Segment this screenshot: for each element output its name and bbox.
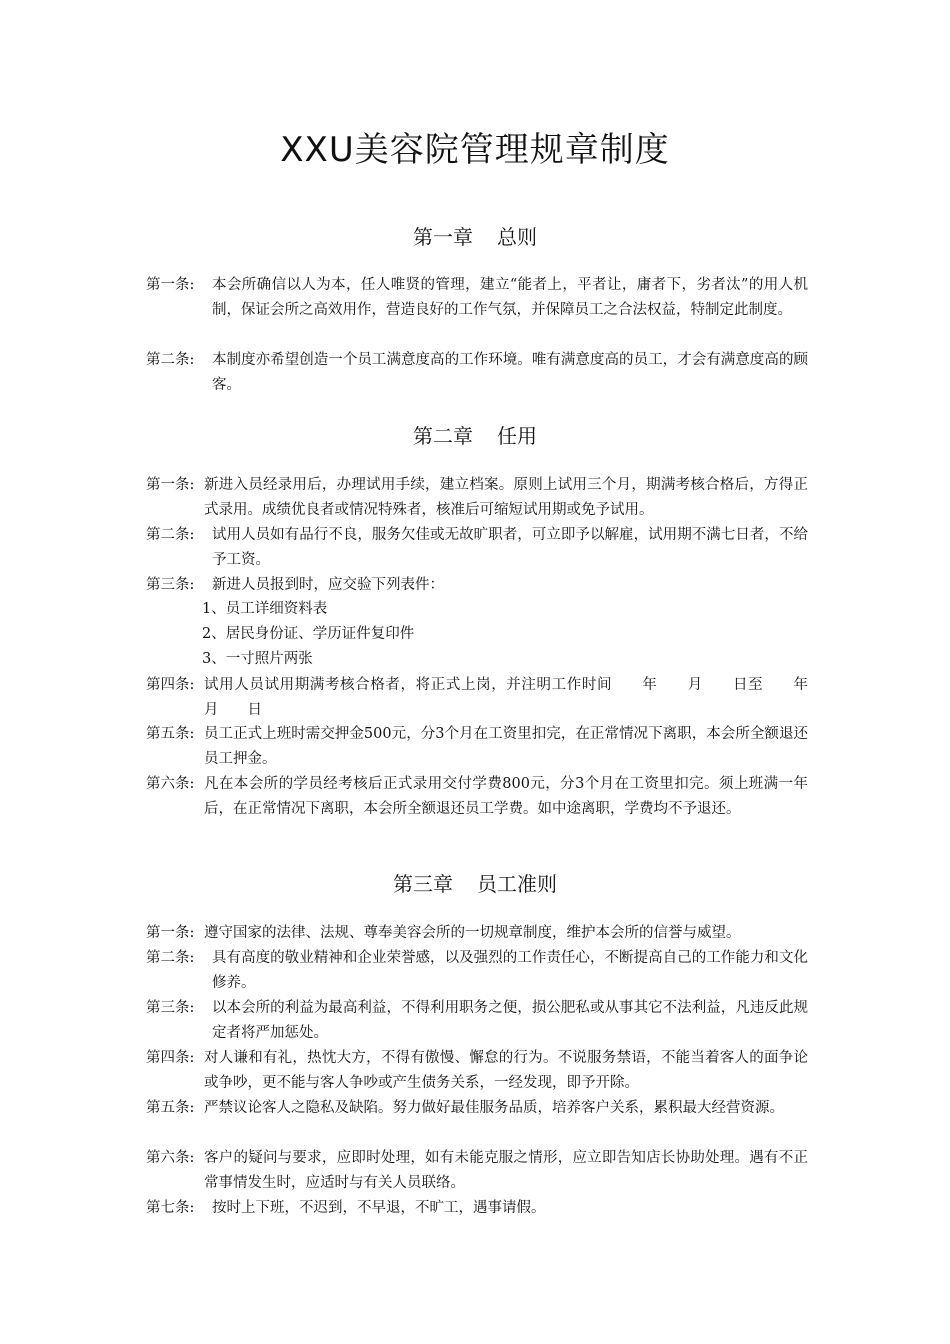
article-label: 第五条: [146, 726, 195, 742]
article [146, 348, 808, 398]
article-text: 遵守国家的法律、法规、尊奉美容会所的一切规章制度，维护本会所的信誉与威望。 [204, 925, 741, 941]
article-label: 第六条: [146, 1150, 195, 1166]
article [146, 473, 808, 523]
article [146, 996, 808, 1046]
article-label: 第五条: [146, 1100, 195, 1116]
article [146, 1096, 808, 1121]
article-text: 按时上下班，不迟到，不早退，不旷工，遇事请假。 [212, 1200, 546, 1216]
article-text: 具有高度的敬业精神和企业荣誉感，以及强烈的工作责任心，不断提高自己的工作能力和文化修养。 [212, 950, 808, 991]
article [146, 946, 808, 996]
article-text: 对人谦和有礼，热忱大方，不得有傲慢、懈怠的行为。不说服务禁语，不能当着客人的面争论或争吵，更不能与客人争吵或产生债务关系，一经发现，即予开除。 [204, 1050, 808, 1091]
list-item: 3、一寸照片两张 [202, 651, 313, 667]
article-text: 凡在本会所的学员经考核后正式录用交付学费800元，分3个月在工资里扣完。须上班满一年后，在正常情况下离职，本会所全额退还员工学费。如中途离职，学费均不予退还。 [204, 776, 808, 817]
article [146, 573, 808, 598]
article [146, 273, 808, 323]
article-label: 第一条: [146, 277, 195, 293]
article [146, 722, 808, 772]
article-label: 第四条: [146, 1050, 195, 1066]
article-label: 第二条: [146, 950, 195, 966]
article [146, 1196, 808, 1221]
chapter-heading [0, 422, 950, 450]
article [146, 1046, 808, 1096]
article-label: 第七条: [146, 1200, 195, 1216]
article-label: 第一条: [146, 477, 195, 493]
chapter-heading [0, 870, 950, 898]
article-label: 第四条: [146, 677, 195, 693]
article-label: 第二条: [146, 352, 195, 368]
article-label: 第三条: [146, 1000, 195, 1016]
chapter-number: 第三章 [393, 872, 453, 896]
article-label: 第二条: [146, 527, 195, 543]
article-text: 员工正式上班时需交押金500元，分3个月在工资里扣完，在正常情况下离职，本会所全额退还员工押金。 [204, 726, 808, 767]
article [146, 523, 808, 573]
list-item: 2、居民身份证、学历证件复印件 [202, 626, 415, 642]
list-item: 1、员工详细资料表 [202, 601, 328, 617]
article-label: 第六条: [146, 776, 195, 792]
article-text: 以本会所的利益为最高利益，不得利用职务之便，损公肥私或从事其它不法利益，凡违反此规定者将严加惩处。 [212, 1000, 808, 1041]
chapter-name: 任用 [497, 424, 537, 448]
article-text: 试用人员试用期满考核合格者，将正式上岗，并注明工作时间 年 月 日至 年 月 日 [204, 677, 837, 718]
article-label: 第三条: [146, 577, 195, 593]
article [146, 673, 837, 723]
article [146, 1146, 808, 1196]
article-text: 新进人员报到时，应交验下列表件： [212, 577, 444, 593]
chapter-heading [0, 223, 950, 251]
chapter-name: 总则 [497, 225, 537, 249]
document-title: XXU美容院管理规章制度 [280, 130, 670, 170]
article-text: 客户的疑问与要求，应即时处理，如有未能克服之情形，应立即告知店长协助处理。遇有不正常事情发生时，应适时与有关人员联络。 [204, 1150, 808, 1191]
article-text: 新进入员经录用后，办理试用手续，建立档案。原则上试用三个月，期满考核合格后，方得正式录用。成绩优良者或情况特殊者，核准后可缩短试用期或免予试用。 [204, 477, 808, 518]
chapter-number: 第一章 [413, 225, 473, 249]
article-text: 严禁议论客人之隐私及缺陷。努力做好最佳服务品质，培养客户关系，累积最大经营资源。 [204, 1100, 784, 1116]
article [146, 921, 808, 946]
article-text: 试用人员如有品行不良，服务欠佳或无故旷职者，可立即予以解雇，试用期不满七日者，不给予工资。 [212, 527, 808, 568]
chapter-number: 第二章 [413, 424, 473, 448]
chapter-name: 员工准则 [477, 872, 557, 896]
article [146, 772, 808, 822]
article-text: 本会所确信以人为本，任人唯贤的管理，建立“能者上，平者让，庸者下，劣者汰”的用人机制，保证会所之高效用作，营造良好的工作气氛，并保障员工之合法权益，特制定此制度。 [212, 277, 808, 318]
article-label: 第一条: [146, 925, 195, 941]
article-text: 本制度亦希望创造一个员工满意度高的工作环境。唯有满意度高的员工，才会有满意度高的顾客。 [212, 352, 808, 393]
